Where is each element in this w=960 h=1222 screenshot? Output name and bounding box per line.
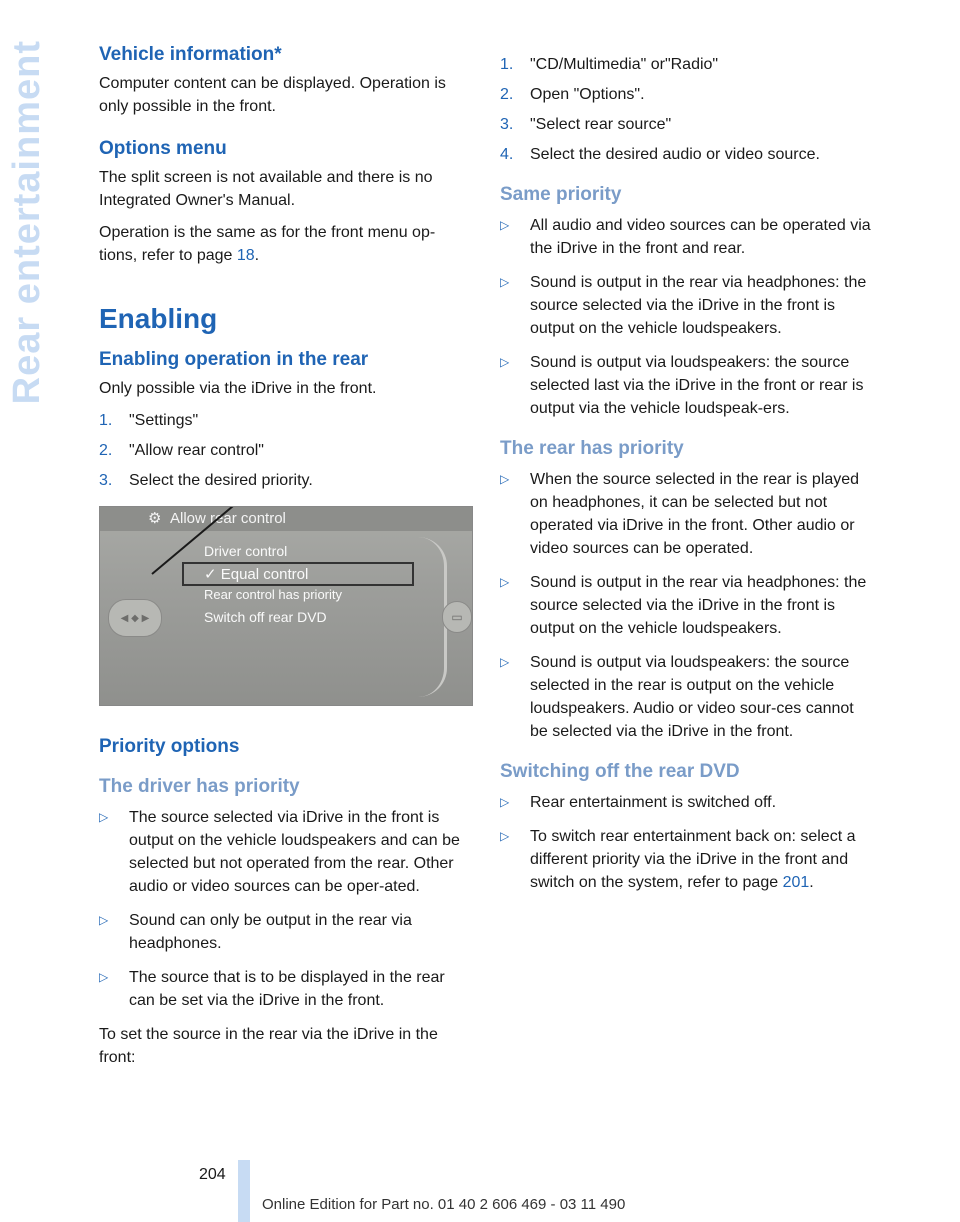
bullet-triangle-icon: ▷ — [500, 355, 510, 369]
list-item: ▷ Sound is output via loudspeakers: the source selected in the rear is output on the vehicle loudspeakers. Audio or video sour-ces cannot be selected via the iDrive in the front. — [500, 651, 874, 743]
list-item: ▷ To switch rear entertainment back on: select a different priority via the iDrive in the front and switch on the system, refer to page 201. — [500, 825, 874, 894]
screen-menu-icon: ▭ — [442, 601, 472, 633]
bullet-triangle-icon: ▷ — [500, 275, 510, 289]
bullet-triangle-icon: ▷ — [99, 810, 109, 824]
list-item: ▷ Sound is output via loudspeakers: the source selected last via the iDrive in the front or rear is output via the vehicle loudspeak-ers. — [500, 351, 874, 420]
driver-priority-bullets — [99, 806, 473, 1012]
screen-option-equal-control: ✓ Equal control — [204, 566, 309, 583]
list-item: ▷ Sound is output in the rear via headphones: the source selected via the iDrive in the front is output on the vehicle loudspeakers. — [500, 571, 874, 640]
list-item: 2. Open "Options". — [500, 86, 645, 103]
page-link-201[interactable]: 201 — [782, 874, 810, 891]
bullet-triangle-icon: ▷ — [500, 472, 510, 486]
options-menu-text-2: Operation is the same as for the front menu op-tions, refer to page 18. — [99, 224, 436, 264]
left-column — [99, 44, 473, 1078]
list-item: 4. Select the desired audio or video source. — [500, 146, 820, 163]
list-item: ▷ Sound is output in the rear via headphones: the source selected via the iDrive in the front is output on the vehicle loudspeakers. — [500, 271, 874, 340]
vehicle-info-heading: Vehicle information* — [99, 44, 282, 65]
vehicle-info-text: Computer content can be displayed. Operation is only possible in the front. — [99, 75, 446, 115]
rear-priority-heading: The rear has priority — [500, 438, 684, 459]
page-number: 204 — [199, 1166, 226, 1183]
rear-source-steps — [500, 53, 874, 166]
page-link-18[interactable]: 18 — [236, 247, 255, 264]
enabling-heading: Enabling — [99, 303, 218, 334]
footer-edition-text: Online Edition for Part no. 01 40 2 606 469 - 03 11 490 — [262, 1196, 626, 1213]
bullet-triangle-icon: ▷ — [99, 970, 109, 984]
enabling-rear-text: Only possible via the iDrive in the front. — [99, 380, 377, 397]
chapter-side-title: Rear entertainment — [6, 40, 48, 405]
idrive-screen-image — [99, 506, 473, 706]
screen-option-rear-priority: Rear control has priority — [204, 587, 342, 602]
screen-selection-highlight — [182, 562, 414, 586]
list-item: ▷ All audio and video sources can be operated via the iDrive in the front and rear. — [500, 214, 874, 260]
enabling-steps — [99, 409, 473, 492]
gear-icon: ⚙ — [148, 510, 162, 527]
bullet-triangle-icon: ▷ — [500, 575, 510, 589]
bullet-triangle-icon: ▷ — [500, 829, 510, 843]
switch-off-dvd-bullets — [500, 791, 874, 894]
bullet-triangle-icon: ▷ — [500, 795, 510, 809]
priority-options-heading: Priority options — [99, 736, 240, 757]
bullet-triangle-icon: ▷ — [500, 218, 510, 232]
list-item: 1. "Settings" — [99, 412, 199, 429]
list-item: ▷ The source selected via iDrive in the front is output on the vehicle loudspeakers and can be selected but not operated from the rear. Other audio or video sources can be oper-ated. — [99, 806, 473, 898]
same-priority-heading: Same priority — [500, 184, 622, 205]
list-item: ▷ Rear entertainment is switched off. — [500, 791, 874, 814]
list-item: ▷ When the source selected in the rear is played on headphones, it can be selected but not operated via iDrive in the front. Other audio or video sources can be operated. — [500, 468, 874, 560]
footer-accent-bar — [238, 1160, 250, 1222]
screen-title: Allow rear control — [170, 510, 286, 527]
same-priority-bullets — [500, 214, 874, 420]
controller-arrows-icon: ◀ ◆ ▶ — [108, 599, 162, 637]
right-column — [500, 53, 874, 905]
enabling-rear-heading: Enabling operation in the rear — [99, 349, 369, 370]
driver-priority-heading: The driver has priority — [99, 776, 300, 797]
list-item: 3. Select the desired priority. — [99, 472, 313, 489]
screen-option-switch-off-dvd: Switch off rear DVD — [204, 609, 327, 625]
bullet-triangle-icon: ▷ — [99, 913, 109, 927]
list-item: 1. "CD/Multimedia" or"Radio" — [500, 56, 719, 73]
driver-priority-closing: To set the source in the rear via the iDrive in the front: — [99, 1026, 438, 1066]
screen-option-driver-control: Driver control — [204, 543, 288, 559]
list-item: 2. "Allow rear control" — [99, 442, 264, 459]
list-item: ▷ The source that is to be displayed in the rear can be set via the iDrive in the front. — [99, 966, 473, 1012]
list-item: 3. "Select rear source" — [500, 116, 672, 133]
bullet-triangle-icon: ▷ — [500, 655, 510, 669]
options-menu-heading: Options menu — [99, 138, 227, 159]
options-menu-text-1: The split screen is not available and there is no Integrated Owner's Manual. — [99, 169, 433, 209]
switch-off-dvd-heading: Switching off the rear DVD — [500, 761, 740, 782]
list-item: ▷ Sound can only be output in the rear via headphones. — [99, 909, 473, 955]
rear-priority-bullets — [500, 468, 874, 743]
